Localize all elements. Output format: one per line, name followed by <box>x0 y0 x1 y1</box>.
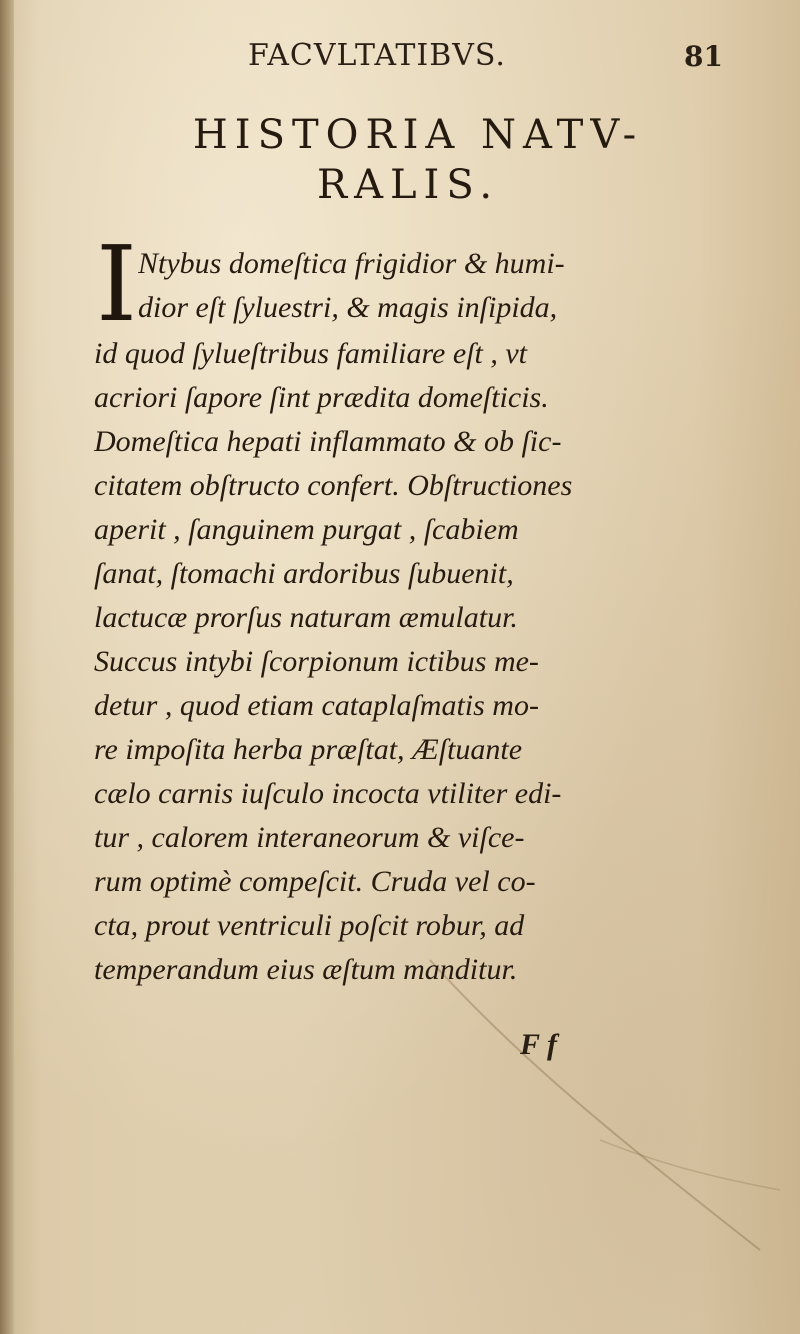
text-line-9: lactucæ prorſus naturam æmulatur. <box>94 601 518 634</box>
text-line-5: Domeſtica hepati inflammato & ob ſic- <box>94 425 562 458</box>
text-line-3: id quod ſylueſtribus familiare eſt , vt <box>94 337 528 370</box>
text-line-8: ſanat, ſtomachi ardoribus ſubuenit, <box>94 557 514 590</box>
text-line-7: aperit , ſanguinem purgat , ſcabiem <box>94 513 519 546</box>
text-line-13: cælo carnis iuſculo incocta vtiliter edi- <box>94 777 562 810</box>
text-line-10: Succus intybi ſcorpionum ictibus me- <box>94 645 539 678</box>
text-line-15: rum optimè compeſcit. Cruda vel co- <box>94 865 536 898</box>
signature-mark: F f <box>520 1028 557 1061</box>
section-heading-line-2: RALIS. <box>316 162 500 208</box>
text-line-2: dior eſt ſyluestri, & magis inſipida, <box>138 291 558 324</box>
text-line-4: acriori ſapore ſint prædita domeſticis. <box>94 381 549 414</box>
text-line-12: re impoſita herba præſtat, Æſtuante <box>94 733 523 766</box>
text-line-1: Ntybus domeſtica frigidior & humi- <box>138 247 565 280</box>
text-line-14: tur , calorem interaneorum & viſce- <box>94 821 525 854</box>
text-line-17: temperandum eius æſtum manditur. <box>94 953 518 986</box>
section-heading-line-1: HISTORIA NATV- <box>192 112 644 158</box>
drop-capital: I <box>96 223 138 345</box>
page-number: 81 <box>684 40 723 73</box>
text-line-6: citatem obſtructo confert. Obſtructiones <box>94 469 573 502</box>
text-line-11: detur , quod etiam cataplaſmatis mo- <box>94 689 539 722</box>
text-line-16: cta, prout ventriculi poſcit robur, ad <box>94 909 525 942</box>
running-head: FACVLTATIBVS. <box>248 38 506 73</box>
